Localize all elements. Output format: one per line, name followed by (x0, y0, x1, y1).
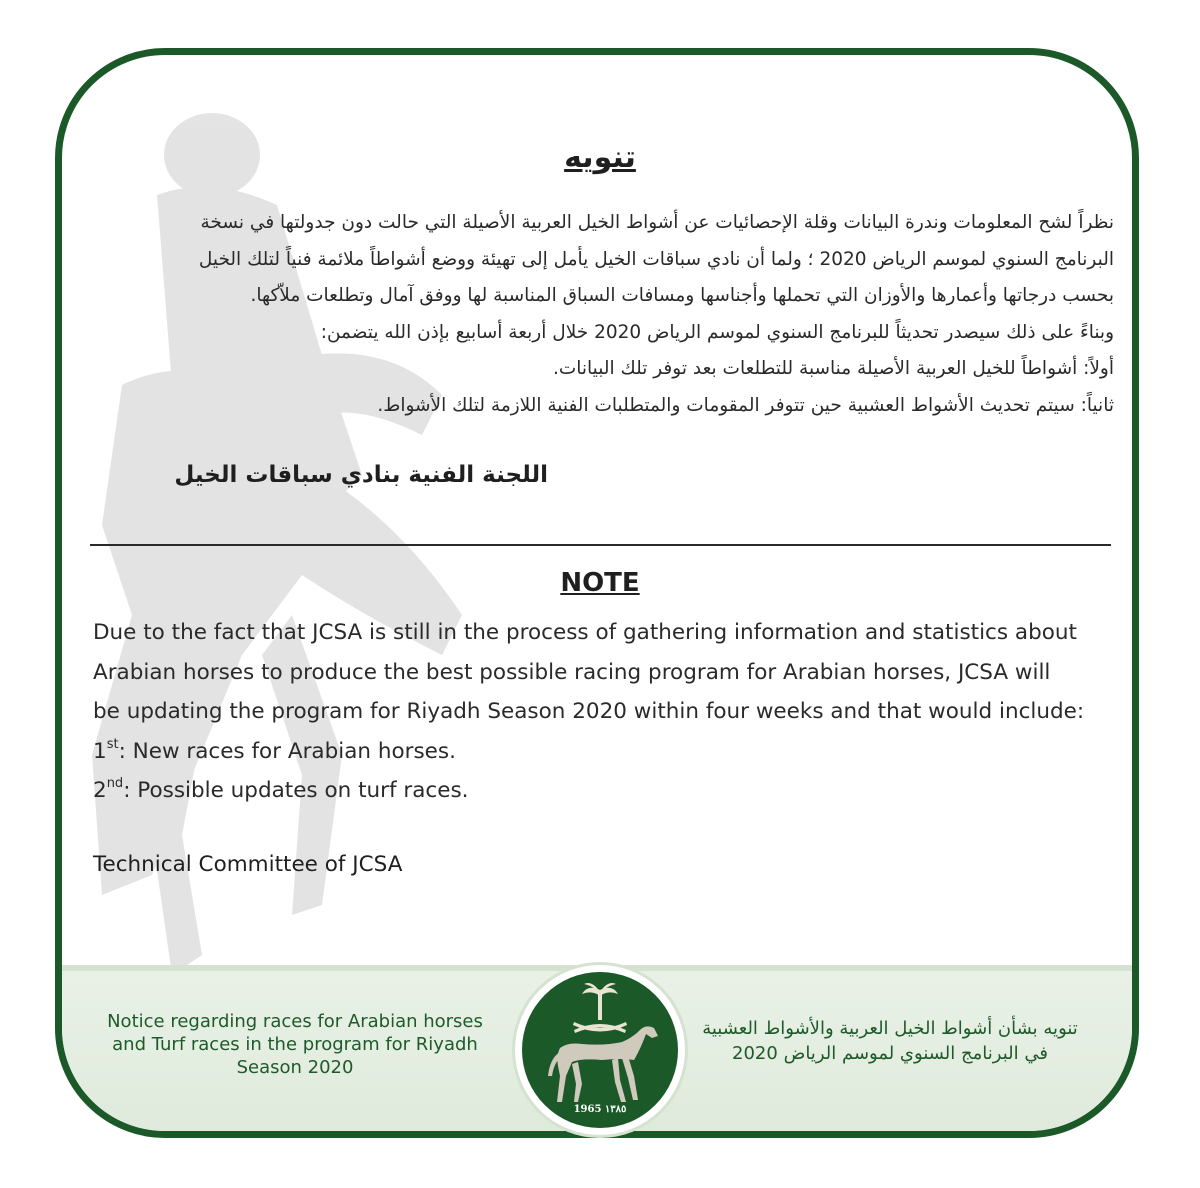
footer-english-caption (85, 1010, 505, 1079)
footer-arabic-line: تنويه بشأن أشواط الخيل العربية والأشواط العشبية (702, 1018, 1078, 1039)
item-number: 2 (93, 778, 107, 803)
arabic-line: ثانياً: سيتم تحديث الأشواط العشبية حين تتوفر المقومات والمتطلبات الفنية اللازمة لتلك الأشواط. (377, 394, 1114, 416)
item-text: : New races for Arabian horses. (118, 738, 456, 764)
footer-english-line: and Turf races in the program for Riyadh (112, 1034, 478, 1055)
item-number: 1 (93, 738, 107, 764)
footer-english-line: Notice regarding races for Arabian horses (107, 1011, 483, 1032)
english-notice-body (93, 613, 1133, 811)
english-item-1 (93, 732, 1133, 772)
english-line: be updating the program for Riyadh Season 2020 within four weeks and that would include: (93, 699, 1085, 724)
footer-arabic-caption (690, 1016, 1090, 1066)
english-line: Arabian horses to produce the best possible racing program for Arabian horses, JCSA will (93, 659, 1051, 685)
english-item-2 (93, 771, 1133, 811)
english-title: NOTE (560, 568, 640, 598)
item-ordinal: nd (106, 776, 124, 791)
arabic-title: تنويه (564, 140, 636, 175)
logo-years: 1965 ١٣٨٥ (573, 1104, 627, 1115)
arabic-line: البرنامج السنوي لموسم الرياض 2020 ؛ ولما أن نادي سباقات الخيل يأمل إلى تهيئة ووضع أشواطاً ملائمة فنياً لتلك الخيل (198, 248, 1114, 270)
arabic-signature: اللجنة الفنية بنادي سباقات الخيل (174, 462, 548, 488)
arabic-line: بحسب درجاتها وأعمارها والأوزان التي تحملها وأجناسها ومسافات السباق المناسبة لها ووفق آمال وتطلعات ملاّكها. (250, 285, 1114, 306)
footer-arabic-line: في البرنامج السنوي لموسم الرياض 2020 (732, 1043, 1048, 1064)
item-ordinal: st (106, 736, 119, 752)
english-signature: Technical Committee of JCSA (93, 852, 403, 877)
item-text: : Possible updates on turf races. (123, 778, 469, 803)
footer-english-line: Season 2020 (236, 1057, 354, 1078)
arabic-line: وبناءً على ذلك سيصدر تحديثاً للبرنامج السنوي لموسم الرياض 2020 خلال أربعة أسابيع بإذن الله يتضمن: (320, 321, 1114, 343)
jcsa-logo (522, 972, 678, 1128)
arabic-line: أولاً: أشواطاً للخيل العربية الأصيلة مناسبة للتطلعات بعد توفر تلك البيانات. (552, 358, 1114, 379)
arabic-line: نظراً لشح المعلومات وندرة البيانات وقلة الإحصائيات عن أشواط الخيل العربية الأصيلة التي حالت دون جدولتها في نسخة (200, 212, 1114, 233)
arabic-notice-body (88, 205, 1114, 424)
section-divider (90, 544, 1111, 546)
english-line: Due to the fact that JCSA is still in the process of gathering information and statistics about (93, 620, 1077, 645)
